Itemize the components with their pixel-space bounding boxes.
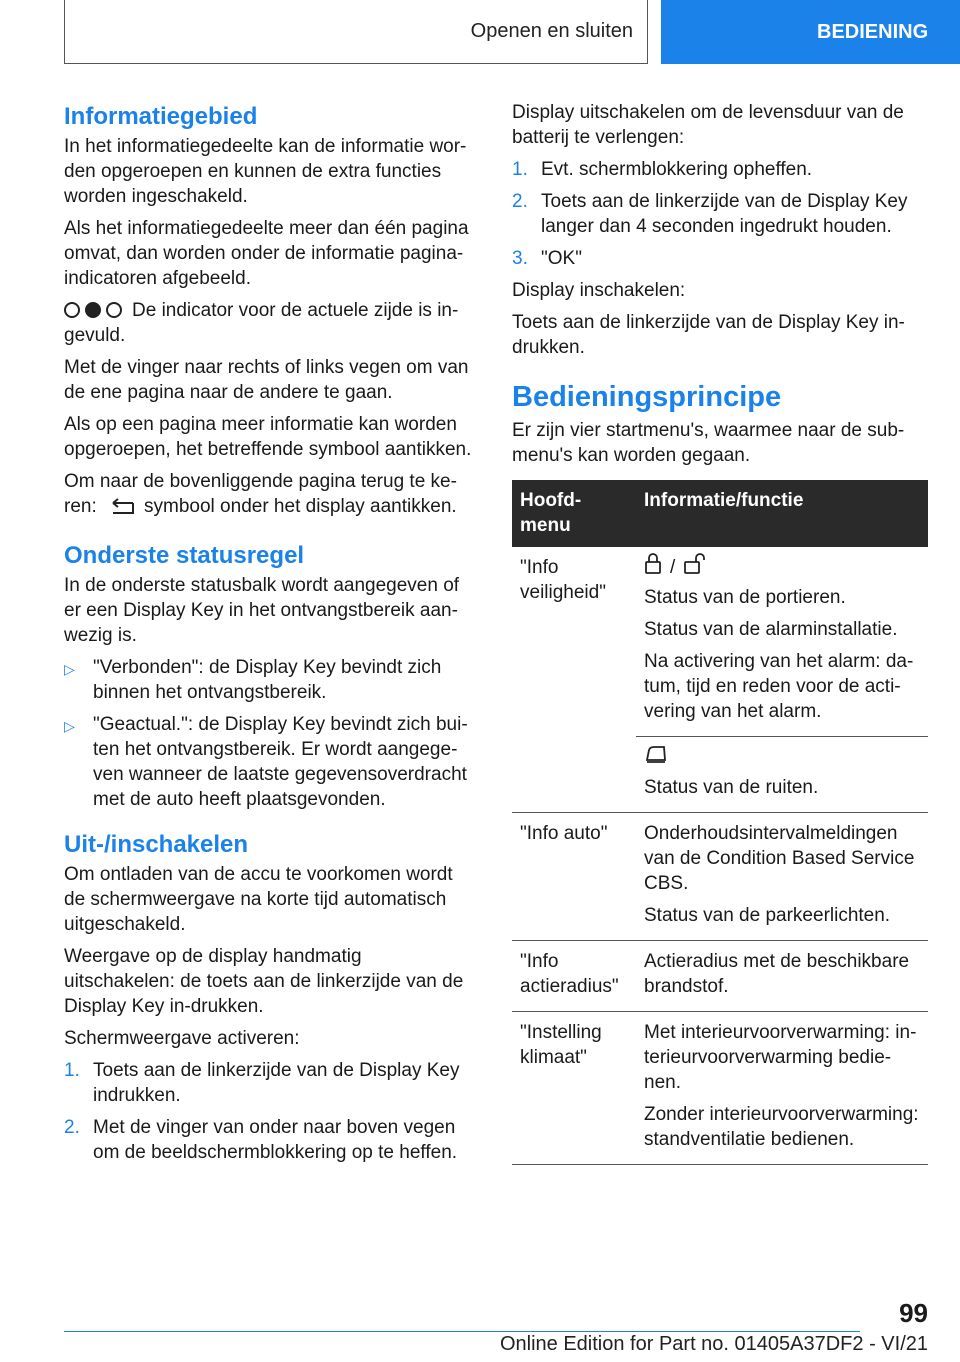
item-number: 2. — [64, 1117, 80, 1138]
numbered-item — [512, 189, 928, 239]
column-header-menu: Hoofd-menu — [512, 480, 636, 547]
footer-edition: Online Edition for Part no. 01405A37DF2 - VI/21 — [499, 1333, 928, 1355]
left-column — [64, 100, 476, 1172]
item-text: "OK" — [541, 248, 582, 269]
paragraph: Om ontladen van de accu te voorkomen wordt de schermweergave na korte tijd automatisch uitgeschakeld. — [64, 864, 453, 935]
header-chapter-tab — [661, 0, 960, 64]
cell-menu: "Info actieradius" — [512, 941, 636, 1012]
bullet-text: "Verbonden": de Display Key bevindt zich binnen het ontvangstbereik. — [93, 657, 442, 703]
cell-info — [636, 547, 928, 737]
table-row — [512, 941, 928, 1012]
bullet-text: "Geactual.": de Display Key bevindt zich bui-ten het ontvangstbereik. Er wordt aangege-ven wanneer de laatste gegevensoverdracht met de auto heeft plaatsgevonden. — [93, 714, 468, 810]
paragraph-back — [64, 469, 476, 523]
heading-informatiegebied: Informatiegebied — [64, 103, 258, 130]
item-text: Evt. schermblokkering opheffen. — [541, 159, 813, 180]
item-number: 2. — [512, 191, 528, 212]
header-section-title: Openen en sluiten — [470, 20, 633, 42]
back-text-a: Om naar de bovenliggende pagina terug te ke-ren: — [64, 471, 457, 517]
numbered-item — [512, 157, 928, 182]
header-chapter-title: BEDIENING — [817, 20, 929, 43]
paragraph: Als het informatiegedeelte meer dan één pagina omvat, dan worden onder de informatie pagina-indicatoren afgebeeld. — [64, 218, 469, 289]
table-row — [512, 547, 928, 737]
page-dot-empty-icon — [106, 302, 122, 318]
heading-uit-inschakelen: Uit-/inschakelen — [64, 831, 249, 858]
triangle-bullet-icon: ▷ — [64, 718, 75, 734]
item-number: 3. — [512, 248, 528, 269]
cell-menu: "Info auto" — [512, 813, 636, 941]
info-text: Status van de alarminstallatie. — [644, 619, 898, 640]
page-dot-filled-icon — [85, 302, 101, 318]
back-text-b: symbool onder het display aantikken. — [144, 496, 457, 517]
paragraph: Display uitschakelen om de levensduur van de batterij te verlengen: — [512, 102, 904, 148]
info-text: Onderhoudsintervalmeldingen van de Condition Based Service CBS. — [644, 823, 915, 894]
window-icon — [644, 744, 668, 771]
item-text: Toets aan de linkerzijde van de Display Key indrukken. — [93, 1060, 460, 1106]
item-text: Toets aan de linkerzijde van de Display Key langer dan 4 seconden ingedrukt houden. — [541, 191, 908, 237]
paragraph: Er zijn vier startmenu's, waarmee naar de sub-menu's kan worden gegaan. — [512, 420, 905, 466]
paragraph: Als op een pagina meer informatie kan worden opgeroepen, het betreffende symbool aantikken. — [64, 414, 472, 460]
window-icon-row — [644, 745, 920, 769]
paragraph-indicator — [64, 298, 476, 348]
info-text: Met interieurvoorverwarming: in-terieurvoorverwarming bedie-nen. — [644, 1022, 917, 1093]
page-dot-empty-icon — [64, 302, 80, 318]
slash: / — [670, 556, 676, 578]
info-text: Status van de portieren. — [644, 587, 846, 608]
lock-open-icon — [683, 553, 711, 582]
heading-onderste-statusregel: Onderste statusregel — [64, 542, 305, 569]
paragraph: In de onderste statusbalk wordt aangegeven of er een Display Key in het ontvangstbereik aan-wezig is. — [64, 575, 460, 646]
numbered-item — [512, 246, 928, 271]
info-text: Status van de parkeerlichten. — [644, 905, 891, 926]
table-row — [512, 813, 928, 941]
paragraph: Met de vinger naar rechts of links vegen om van de ene pagina naar de andere te gaan. — [64, 357, 469, 403]
paragraph: Display inschakelen: — [512, 280, 686, 301]
item-number: 1. — [64, 1060, 80, 1081]
page-indicator-icon — [64, 302, 122, 318]
paragraph: Weergave op de display handmatig uitschakelen: de toets aan de linkerzijde van de Display Key in-drukken. — [64, 946, 464, 1017]
lock-closed-icon — [644, 553, 662, 582]
numbered-item — [64, 1115, 476, 1165]
info-text: Zonder interieurvoorverwarming: standventilatie bedienen. — [644, 1104, 919, 1150]
right-column — [512, 100, 928, 1165]
triangle-bullet-icon: ▷ — [64, 661, 75, 677]
heading-bedieningsprincipe: Bedieningsprincipe — [512, 381, 782, 413]
cell-info — [636, 941, 928, 1012]
page-number: 99 — [899, 1298, 928, 1328]
menu-table — [512, 480, 928, 1165]
info-text: Na activering van het alarm: da-tum, tijd en reden voor de acti-vering van het alarm. — [644, 651, 914, 722]
back-arrow-icon — [110, 498, 136, 523]
indicator-text: De indicator voor de actuele zijde is in-gevuld. — [64, 300, 459, 346]
bullet-item — [64, 655, 476, 705]
cell-info — [636, 737, 928, 813]
cell-info — [636, 813, 928, 941]
cell-menu: "Info veiligheid" — [512, 547, 636, 813]
lock-icons — [644, 555, 920, 579]
column-header-info: Informatie/functie — [636, 480, 928, 547]
table-row — [512, 1012, 928, 1165]
numbered-item — [64, 1058, 476, 1108]
paragraph: Schermweergave activeren: — [64, 1028, 300, 1049]
info-text: Status van de ruiten. — [644, 777, 819, 798]
paragraph: Toets aan de linkerzijde van de Display Key in-drukken. — [512, 312, 905, 358]
item-number: 1. — [512, 159, 528, 180]
cell-menu: "Instelling klimaat" — [512, 1012, 636, 1165]
item-text: Met de vinger van onder naar boven vegen om de beeldschermblokkering op te heffen. — [93, 1117, 458, 1163]
paragraph: In het informatiegedeelte kan de informatie wor-den opgeroepen en kunnen de extra functies worden ingeschakeld. — [64, 136, 467, 207]
table-header-row — [512, 480, 928, 547]
header-section-tab — [64, 0, 648, 64]
footer-divider — [64, 1331, 860, 1332]
bullet-item — [64, 712, 476, 812]
cell-info — [636, 1012, 928, 1165]
info-text: Actieradius met de beschikbare brandstof. — [644, 951, 910, 997]
